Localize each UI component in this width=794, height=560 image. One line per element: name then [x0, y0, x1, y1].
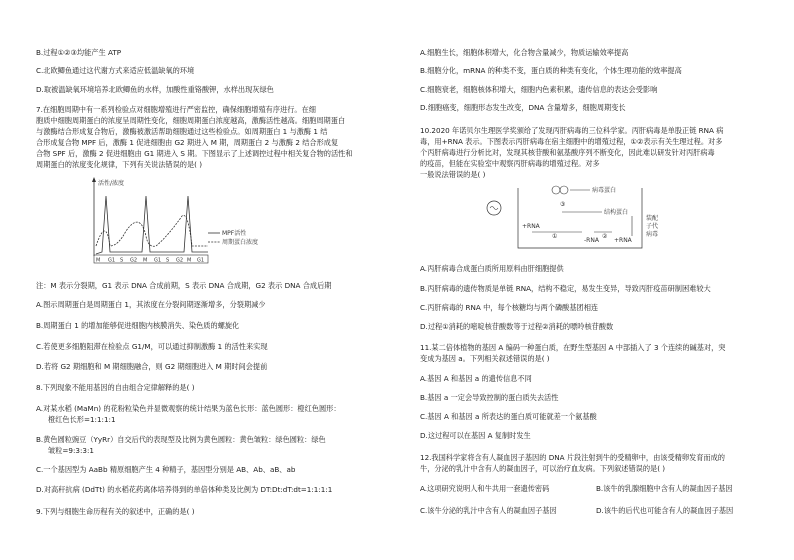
q8-option-a-cont: 橙红色长形=1:1:1:1 — [48, 415, 116, 424]
q7-option-b: B.周期蛋白 1 的增加能够促进细胞内核膜消失、染色质的螺旋化 — [36, 321, 240, 330]
q7-option-a: A.图示周期蛋白是周期蛋白 1，其浓度在分裂间期逐渐增多，分裂期减少 — [36, 300, 266, 309]
phase-label: G2 — [130, 257, 138, 264]
q10-stem-line: 个丙肝病毒进行分析比对，发现其核苷酸和氨基酸序列不断变化，因此难以研发针对丙肝病毒 — [420, 148, 715, 157]
q8-stem: 8.下列现象不能用基因的自由组合定律解释的是( ) — [36, 383, 195, 392]
q7-note: 注：M 表示分裂期，G1 表示 DNA 合成前期，S 表示 DNA 合成期，G2 表示 DNA 合成后期 — [36, 281, 332, 290]
q12-option-a: A.这项研究说明人和牛共用一套遗传密码 — [420, 484, 550, 493]
phase-label: G1 — [154, 257, 162, 264]
q6-option-c: C.北欧鲫鱼通过这代谢方式来适应低温缺氧的环境 — [36, 66, 195, 75]
q7-stem-line: 胞质中细胞周期蛋白的浓度呈周期性变化，细胞周期蛋白浓度越高，激酶活性越高。细胞周期蛋白 — [36, 116, 346, 125]
y-axis-arrow — [92, 177, 96, 182]
q7-option-c: C.若使更多细胞阻滞在检验点 G1/M，可以通过抑制激酶 1 的活性来实现 — [36, 342, 268, 351]
q10-stem-line: 一般说法错误的是( ) — [420, 170, 486, 179]
q10-stem-line: 10.2020 年诺贝尔生理医学奖颁给了发现丙肝病毒的三位科学家。丙肝病毒是单股正链 RNA 病 — [420, 126, 724, 135]
phase-label: M — [187, 257, 192, 264]
ribosome-icon — [560, 186, 568, 194]
phase-label: G1 — [108, 257, 116, 264]
phase-label: S — [120, 257, 124, 264]
q9-option-a: A.细胞生长，细胞体积增大，化合物含量减少，物质运输效率提高 — [420, 48, 629, 57]
hcv-replication-figure — [482, 180, 682, 260]
minus-rna-label: -RNA — [584, 237, 599, 244]
q8-option-b-cont: 皱粒=9:3:3:1 — [48, 446, 94, 455]
virus-label: 病毒 — [646, 231, 659, 238]
q11-stem-line: 11.某二倍体植物的基因 A 编码一种蛋白质，在野生型基因 A 中部插入了 3 个连续的碱基对，突 — [420, 343, 726, 352]
q9-option-b: B.细胞分化，mRNA 的种类不变，蛋白质的种类有变化，个体生理功能的效率提高 — [420, 66, 682, 75]
q9-stem: 9.下列与细胞生命历程有关的叙述中，正确的是( ) — [36, 507, 195, 516]
mpf-activity-curve — [96, 196, 208, 254]
q11-option-c: C.基因 A 和基因 a 所表达的蛋白质可能就差一个氨基酸 — [420, 412, 597, 421]
step-1-label: ① — [552, 233, 558, 240]
q7-stem-line: 与激酶结合形成复合物后，激酶被激活帮助细胞通过这些检验点。如周期蛋白 1 与激酶 1 结 — [36, 127, 328, 136]
legend-mpf: MPF活性 — [222, 230, 247, 237]
step-2-label: ② — [602, 233, 608, 240]
q12-stem-line: 12.我国科学家将含有人凝血因子基因的 DNA 片段注射到牛的受精卵中，由该受精卵发育而成的 — [420, 453, 725, 462]
q11-option-d: D.这过程可以在基因 A 复制时发生 — [420, 431, 531, 440]
q7-stem-line: 合物 SPF 后，激酶 2 促进细胞由 G1 期进入 S 期。下图显示了上述调控过程中相关复合物的活性和 — [36, 149, 353, 158]
q10-option-c: C.丙肝病毒的 RNA 中，每个核糖均与两个磷酸基团相连 — [420, 303, 599, 312]
q12-option-c: C.该牛分泌的乳汁中含有人的凝血因子基因 — [420, 506, 557, 515]
q9-option-d: D.细胞癌变，细胞形态发生改变，DNA 含量增多，细胞周期变长 — [420, 103, 626, 112]
q10-option-d: D.过程①消耗的嘧啶核苷酸数等于过程②消耗的嘌呤核苷酸数 — [420, 322, 614, 331]
q12-option-b: B.该牛的乳腺细胞中含有人的凝血因子基因 — [596, 484, 733, 493]
q8-option-b: B.黄色圆粒豌豆（YyRr）自交后代的表现型及比例为黄色圆粒：黄色皱粒：绿色圆粒：绿色 — [36, 435, 326, 444]
q7-stem-line: 合形成复合物 MPF 后，激酶 1 促进细胞由 G2 期进入 M 期，周期蛋白 2 与激酶 2 结合形成复 — [36, 138, 339, 147]
cell-cycle-figure — [84, 176, 259, 268]
plus-rna-label: +RNA — [522, 223, 540, 230]
step-3-label: ③ — [560, 201, 566, 208]
virus-protein-label: 病毒蛋白 — [592, 187, 617, 194]
q10-option-a: A.丙肝病毒合成蛋白质所用原料由肝细胞提供 — [420, 264, 564, 273]
legend-cyclin: 周期蛋白浓度 — [222, 239, 259, 246]
assembly-label: 装配 — [646, 215, 659, 222]
q12-stem-line: 牛，分泌的乳汁中含有人的凝血因子，可以治疗血友病。下列叙述错误的是( ) — [420, 464, 666, 473]
q10-stem-line: 毒，用+RNA 表示。下图表示丙肝病毒在宿主细胞中的增殖过程，①②表示有关生理过程。对多 — [420, 137, 723, 146]
q8-option-d: D.对高秆抗病 (DdTt) 的水稻花药离体培养得到的单倍体种类及比例为 DT:Dt:dT:dt=1:1:1:1 — [36, 485, 333, 494]
phase-label: M — [96, 257, 101, 264]
phase-label: G1 — [197, 257, 205, 264]
phase-label: S — [166, 257, 170, 264]
q11-stem-line: 变成为基因 a。下列相关叙述错误的是( ) — [420, 354, 550, 363]
phase-label: M — [143, 257, 148, 264]
q7-option-d: D.若将 G2 期细胞和 M 期细胞融合，则 G2 期细胞进入 M 期时间会提前 — [36, 362, 268, 371]
virus-rna-icon — [490, 207, 498, 210]
progeny-label: 子代 — [646, 223, 659, 230]
y-axis-label: 活性/浓度 — [98, 180, 125, 187]
q7-stem-line: 周期蛋白的浓度变化规律，下列有关说法错误的是( ) — [36, 160, 203, 169]
q10-option-b: B.丙肝病毒的遗传物质是单链 RNA，结构不稳定，易发生变异，导致丙肝疫苗研制困难较大 — [420, 284, 711, 293]
q10-stem-line: 的疫苗，但能在实验室中观察丙肝病毒的增殖过程。对多 — [420, 159, 600, 168]
structural-protein-label: 结构蛋白 — [604, 209, 629, 216]
q11-option-b: B.基因 a 一定会导致控制的蛋白质失去活性 — [420, 393, 559, 402]
q7-stem-line: 7.在细胞周期中有一系列检验点对细胞增殖进行严密监控，确保细胞增殖有序进行。在细 — [36, 105, 316, 114]
plus-rna-label: +RNA — [614, 237, 632, 244]
q8-option-c: C.一个基因型为 AaBb 精原细胞产生 4 种精子，基因型分别是 AB、Ab、aB、ab — [36, 465, 296, 474]
q12-option-d: D.该牛的后代也可能含有人的凝血因子基因 — [596, 506, 734, 515]
phase-label: G2 — [176, 257, 184, 264]
ribosome-icon — [552, 186, 560, 194]
q9-option-c: C.细胞衰老，细胞核体积增大，细胞内色素积累，遗传信息的表达会受影响 — [420, 85, 658, 94]
q6-option-b: B.过程①②③均能产生 ATP — [36, 48, 122, 57]
q11-option-a: A.基因 A 和基因 a 的遗传信息不同 — [420, 374, 532, 383]
q6-option-d: D.取被温缺氧环境培养北欧鲫鱼的水样，加酸性重铬酸钾，水样出现灰绿色 — [36, 85, 274, 94]
q8-option-a: A.对某水稻 (MaMn) 的花粉粒染色并显微观察的统计结果为蓝色长形：蓝色圆形：橙红色圆形： — [36, 404, 341, 413]
